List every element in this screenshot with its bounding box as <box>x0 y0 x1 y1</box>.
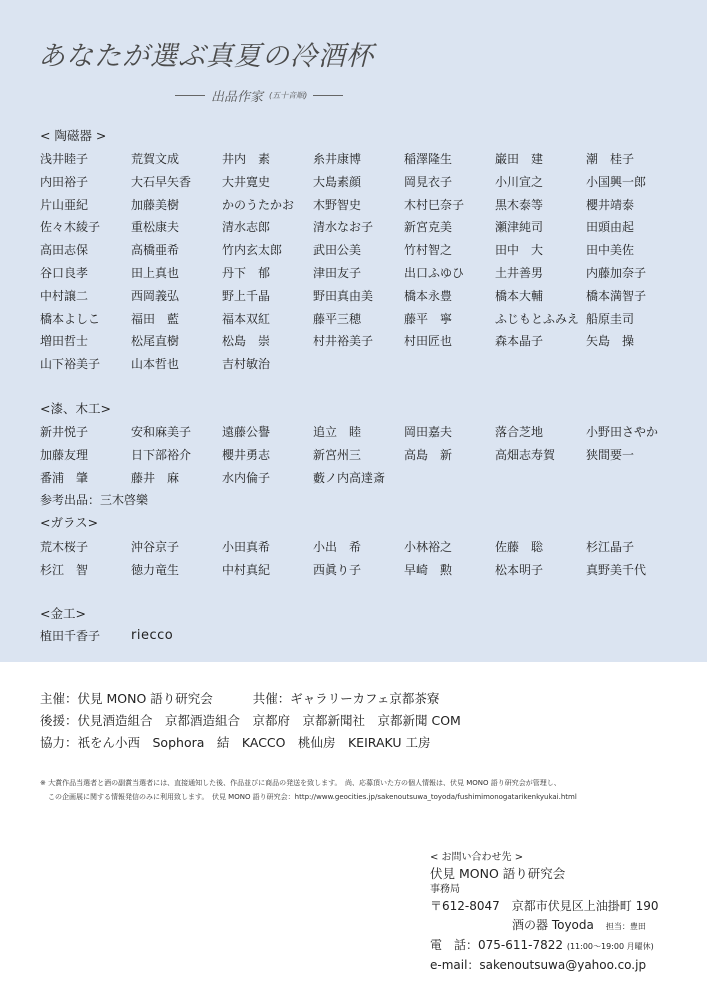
artist-name: 田頭由起 <box>586 220 635 235</box>
artist-name: 船原圭司 <box>586 311 635 326</box>
artist-name: 櫻井勇志 <box>222 447 271 462</box>
contact-email: e-mail：sakenoutsuwa@yahoo.co.jp <box>430 958 647 972</box>
contact-shop: 酒の器 Toyoda <box>512 918 594 932</box>
artist-name: 吉村敏治 <box>222 357 271 372</box>
artist-name: 藤井 麻 <box>131 470 180 485</box>
artist-name: 狭間要一 <box>586 447 635 462</box>
artist-name: 巌田 建 <box>495 152 544 166</box>
artist-name: 竹内玄太郎 <box>222 243 283 258</box>
subtitle-main: 出品作家 <box>211 90 264 105</box>
artist-name: 高田志保 <box>40 243 89 258</box>
artist-name: 岡見衣子 <box>404 174 453 189</box>
artist-name: 番浦 肇 <box>40 470 89 485</box>
artist-name: 杉江 智 <box>40 562 89 577</box>
artist-name: 落合芝地 <box>495 425 544 439</box>
artist-name: 田中美佐 <box>586 243 635 258</box>
artist-name: 野上千晶 <box>222 288 271 303</box>
artist-name: 松島 崇 <box>222 334 271 349</box>
subtitle-note: (五十音順) <box>269 91 308 100</box>
contact-tel-line <box>430 936 700 956</box>
artist-name: 村田匠也 <box>404 334 453 349</box>
artist-name: 武田公美 <box>313 243 362 258</box>
artist-name: 中村譲二 <box>40 288 89 303</box>
artist-name: 井内 素 <box>222 152 271 166</box>
lacquer-wood-artist-grid <box>40 421 700 512</box>
artist-name: 津田友子 <box>313 265 362 280</box>
artist-name: 杉江晶子 <box>586 540 635 554</box>
artist-name: 橋本満智子 <box>586 288 647 303</box>
artist-name: 加藤友理 <box>40 447 89 462</box>
artist-name: 遠藤公譽 <box>222 425 271 439</box>
artist-name: 櫻井靖泰 <box>586 197 635 212</box>
artist-name: 片山亜紀 <box>40 197 89 212</box>
artist-name: 田上真也 <box>131 265 180 280</box>
subtitle-rule-right <box>313 95 343 96</box>
artist-name: 清水なお子 <box>313 220 374 235</box>
artist-name: 野田真由美 <box>313 288 374 303</box>
subtitle-rule-left <box>175 95 205 96</box>
artist-name: 日下部裕介 <box>131 447 192 462</box>
contact-org: 伏見 MONO 語り研究会 <box>430 866 566 881</box>
artist-name: 清水志郎 <box>222 220 271 235</box>
glass-artist-grid <box>40 536 700 582</box>
artist-name: 小国興一郎 <box>586 174 647 189</box>
support: 後援：伏見酒造組合 京都酒造組合 京都府 京都新聞社 京都新聞 COM <box>40 713 461 728</box>
artist-name: 早崎 勲 <box>404 562 453 577</box>
artist-name: 糸井康博 <box>313 152 362 166</box>
contact-shop-line <box>430 916 700 936</box>
artist-name: 小出 希 <box>313 540 362 554</box>
organizer: 主催：伏見 MONO 語り研究会 <box>40 691 213 706</box>
ceramics-artist-grid <box>40 148 700 376</box>
artist-name: 中村真紀 <box>222 562 271 577</box>
artist-name: 木野智史 <box>313 197 362 212</box>
artist-name: 水内倫子 <box>222 470 271 485</box>
contact-tel: 電 話：075-611-7822 <box>430 938 564 952</box>
artist-name: 谷口良孝 <box>40 265 89 280</box>
artist-name: 小川宣之 <box>495 174 544 189</box>
artist-name: 西岡義弘 <box>131 288 180 303</box>
section-heading-metalwork: <金工> <box>40 606 86 621</box>
artist-name: 山下裕美子 <box>40 357 101 372</box>
artist-name: 小林裕之 <box>404 540 453 554</box>
artist-name: 新宮克美 <box>404 220 453 235</box>
artist-name: 稲澤隆生 <box>404 152 453 166</box>
artist-name: 藤平 寧 <box>404 311 453 326</box>
artist-name: 徳力竜生 <box>131 562 180 577</box>
artist-name: 木村巳奈子 <box>404 197 465 212</box>
artist-name: 瀬津純司 <box>495 220 544 235</box>
artist-name: 沖谷京子 <box>131 540 180 554</box>
note-line-1: ※ 大賞作品当選者と酒の副賞当選者には、直接通知した後、作品並びに商品の発送を致します。 尚、応募頂いた方の個人情報は、伏見 MONO 語り研究会が管理し、 <box>40 779 561 787</box>
credits <box>40 688 680 754</box>
artist-name: 藤平三穂 <box>313 311 362 326</box>
artist-name: riecco <box>131 628 174 643</box>
artist-name: 黒木泰等 <box>495 197 544 212</box>
artist-name: 佐藤 聡 <box>495 540 544 554</box>
cooperation: 協力：祇をん小西 Sophora 結 KACCO 桃仙房 KEIRAKU 工房 <box>40 735 431 750</box>
section-heading-lacquer-wood: <漆、木工> <box>40 401 111 416</box>
artist-name: 重松康夫 <box>131 220 180 235</box>
reference-exhibit: 参考出品：三木啓樂 <box>40 493 149 508</box>
contact-office: 事務局 <box>430 884 460 895</box>
credits-organizer-line <box>40 688 680 710</box>
artist-name: 安和麻美子 <box>131 425 192 439</box>
artist-name: 田中 大 <box>495 243 544 258</box>
contact-block <box>430 851 700 975</box>
contact-hours: (11:00〜19:00 月曜休) <box>566 942 654 951</box>
artist-name: 西眞り子 <box>313 562 362 577</box>
artist-name: 新宮州三 <box>313 447 362 462</box>
metalwork-artist-grid <box>40 625 700 648</box>
note-line-2: この企画展に関する情報発信のみに利用致します。 伏見 MONO 語り研究会：http://www.geocities.jp/sakenoutsuwa_toyoda/fushimimonogatarikenkyukai.html <box>48 793 577 801</box>
artist-name: 大井寛史 <box>222 174 271 189</box>
section-heading-ceramics: < 陶磁器 > <box>40 128 107 143</box>
artist-name: 村井裕美子 <box>313 334 374 349</box>
artist-name: 新井悦子 <box>40 425 89 439</box>
subtitle <box>175 86 385 105</box>
artist-name: 荒木桜子 <box>40 540 89 554</box>
artist-name: 高島 新 <box>404 447 453 462</box>
artist-name: 荒賀文成 <box>131 152 180 166</box>
artist-name: 福本双紅 <box>222 311 271 326</box>
artist-name: 増田哲士 <box>40 334 89 349</box>
artist-name: 追立 睦 <box>313 425 362 439</box>
artist-name: 土井善男 <box>495 265 544 280</box>
artist-name: 加藤美樹 <box>131 197 180 212</box>
artist-name: 小野田さやか <box>586 425 659 439</box>
artist-name: 浅井睦子 <box>40 152 89 166</box>
artist-name: 大石早矢香 <box>131 174 192 189</box>
contact-person: 担当：豊田 <box>605 922 646 931</box>
grid-spacer <box>404 467 495 490</box>
artist-name: 潮 桂子 <box>586 152 635 166</box>
artist-name: 森本晶子 <box>495 334 544 349</box>
artist-name: ふじもとふみえ <box>495 311 580 326</box>
artist-name: 内田裕子 <box>40 174 89 189</box>
artist-name: 松本明子 <box>495 562 544 577</box>
artist-name: 竹村智之 <box>404 243 453 258</box>
cosponsor: 共催：ギャラリーカフェ京都茶寮 <box>252 691 440 706</box>
privacy-note <box>40 776 690 804</box>
artist-name: かのうたかお <box>222 197 295 212</box>
contact-address: 〒612-8047 京都市伏見区上油掛町 190 <box>430 899 659 913</box>
artist-name: 佐々木綾子 <box>40 220 101 235</box>
artist-name: 高畑志寿賀 <box>495 447 556 462</box>
artist-name: 橋本大輔 <box>495 288 544 303</box>
contact-label: < お問い合わせ先 > <box>430 852 524 863</box>
artist-name: 藪ノ内高達斎 <box>313 470 386 485</box>
section-heading-glass: <ガラス> <box>40 515 99 530</box>
artist-name: 高橋亜希 <box>131 243 180 258</box>
artist-name: 小田真希 <box>222 540 271 554</box>
artist-name: 出口ふゆひ <box>404 265 465 280</box>
artist-name: 松尾直樹 <box>131 334 180 349</box>
page-title: あなたが選ぶ真夏の冷酒杯 <box>38 41 374 72</box>
artist-name: 橋本永豊 <box>404 288 453 303</box>
artist-name: 植田千香子 <box>40 629 101 643</box>
artist-name: 橋本よしこ <box>40 311 101 326</box>
artist-name: 福田 藍 <box>131 311 180 326</box>
artist-name: 山本哲也 <box>131 357 180 372</box>
artist-name: 大島素顔 <box>313 174 362 189</box>
artist-name: 矢島 操 <box>586 334 635 349</box>
artist-name: 内藤加奈子 <box>586 265 647 280</box>
artist-name: 岡田嘉夫 <box>404 425 453 439</box>
artist-name: 真野美千代 <box>586 562 647 577</box>
artist-name: 丹下 郁 <box>222 265 271 280</box>
